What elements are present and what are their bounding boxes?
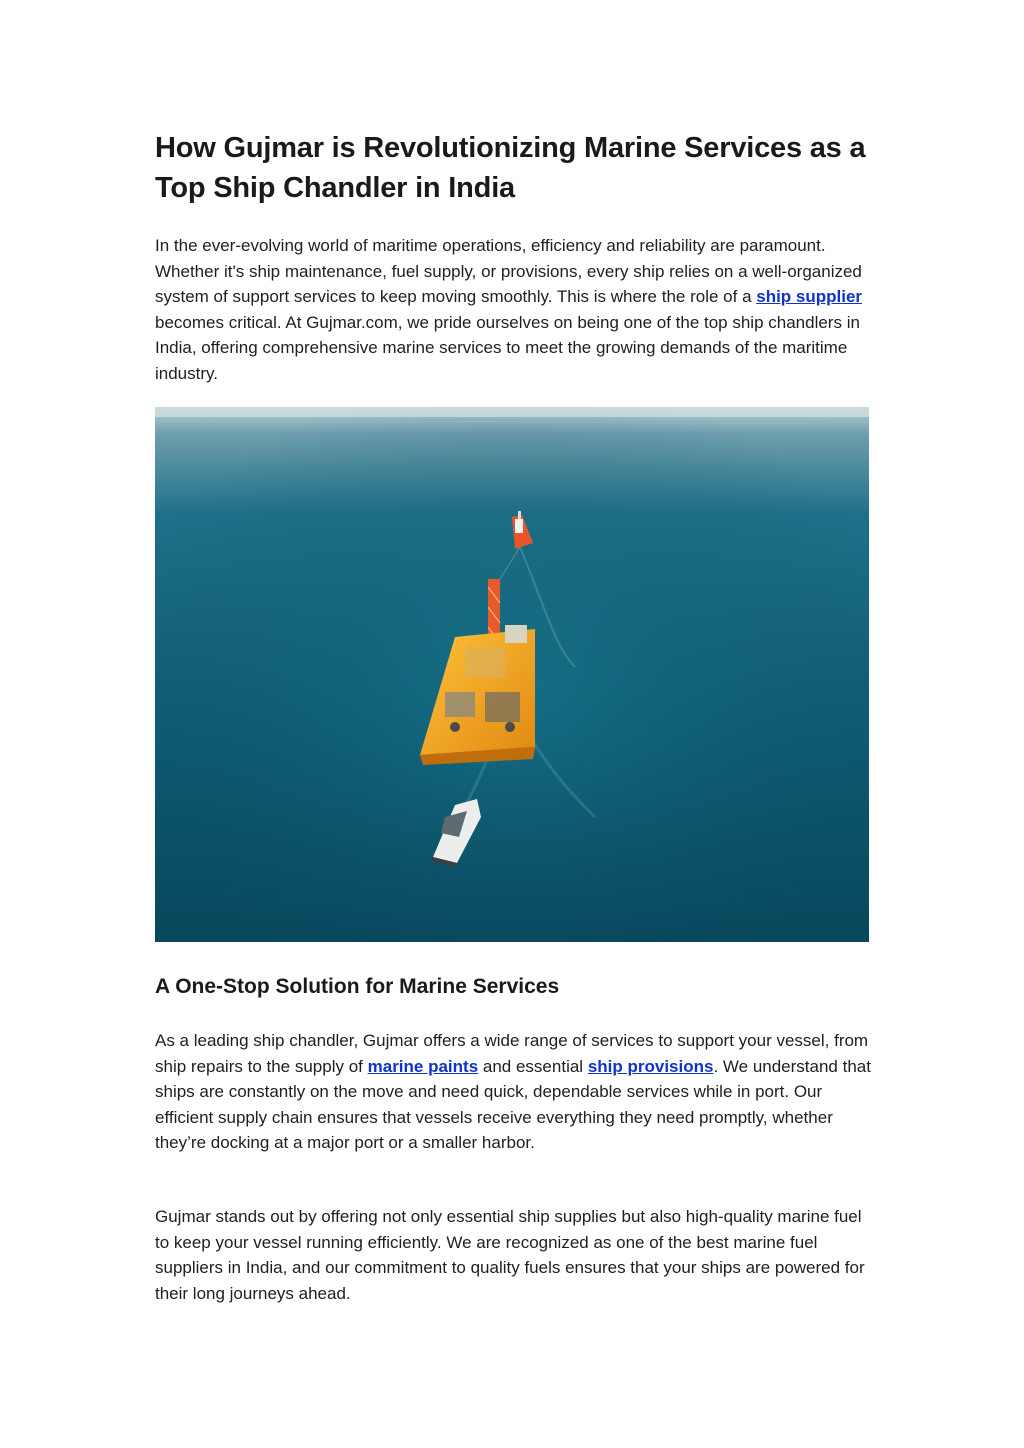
services-paragraph bbox=[155, 1028, 871, 1156]
intro-text-after: becomes critical. At Gujmar.com, we pride ourselves on being one of the top ship chandlers in India, offering comprehensive marine services to meet the growing demands of the maritime industry. bbox=[155, 312, 860, 383]
marine-paints-link[interactable]: marine paints bbox=[367, 1056, 479, 1076]
intro-text-before: In the ever-evolving world of maritime operations, efficiency and reliability are paramount. Whether it's ship maintenance, fuel supply, or provisions, every ship relies on a well-organized system of support services to keep moving smoothly. This is where the role of a bbox=[155, 236, 862, 306]
section-heading: A One-Stop Solution for Marine Services bbox=[155, 975, 560, 998]
services-text-2: and essential bbox=[478, 1056, 588, 1076]
aerial-ship-photo bbox=[155, 407, 869, 942]
ship-provisions-link[interactable]: ship provisions bbox=[587, 1056, 714, 1076]
intro-paragraph bbox=[155, 233, 871, 386]
services-text-3: . We understand that ships are constantly on the move and need quick, dependable services while in port. Our efficient supply chain ensures that vessels receive everything they need promptly, whether they’re docking at a major port or a smaller harbor. bbox=[155, 1056, 871, 1152]
ship-supplier-link[interactable]: ship supplier bbox=[756, 287, 863, 306]
fuel-paragraph: Gujmar stands out by offering not only essential ship supplies but also high-quality marine fuel to keep your vessel running efficiently. We are recognized as one of the best marine fuel suppliers in India, and our commitment to quality fuels ensures that your ships are powered for their long journeys ahead. bbox=[155, 1207, 865, 1303]
article-title: How Gujmar is Revolutionizing Marine Services as a Top Ship Chandler in India bbox=[155, 132, 866, 204]
services-text-1: As a leading ship chandler, Gujmar offers a wide range of services to support your vessel, from ship repairs to the supply of bbox=[155, 1031, 869, 1076]
